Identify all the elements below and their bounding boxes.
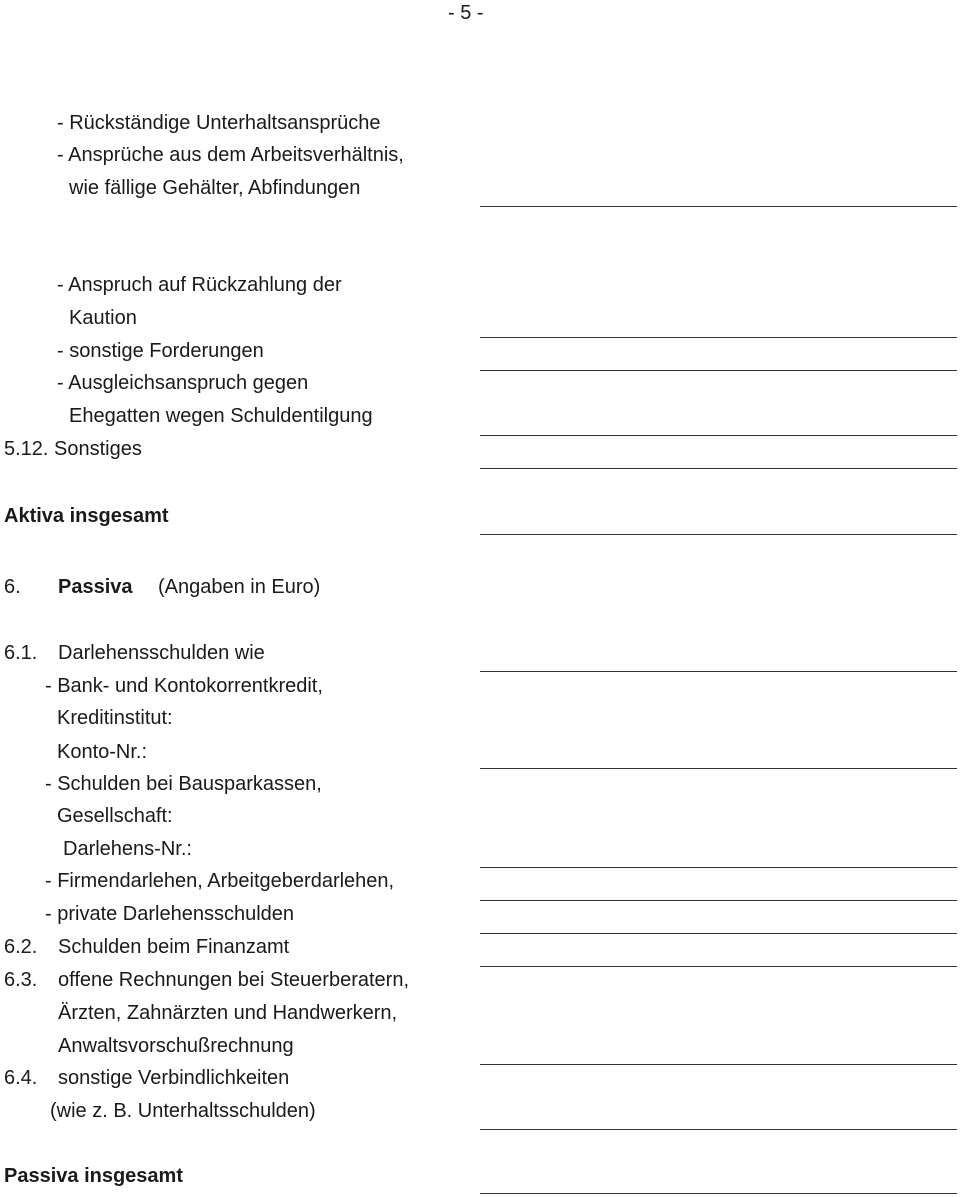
liability-item: Gesellschaft:	[57, 805, 173, 827]
asset-item: wie fällige Gehälter, Abfindungen	[69, 177, 361, 199]
liability-item: - private Darlehensschulden	[45, 903, 295, 925]
section-number: 6.	[4, 576, 21, 598]
section-note: (Angaben in Euro)	[158, 576, 321, 598]
liability-item: Darlehens-Nr.:	[63, 838, 192, 860]
answer-line[interactable]	[480, 1064, 957, 1065]
liability-item: Darlehensschulden wie	[58, 642, 265, 664]
liability-item: Kreditinstitut:	[57, 707, 173, 729]
item-number: 6.4.	[4, 1067, 38, 1089]
answer-line[interactable]	[480, 671, 957, 672]
asset-item: 5.12. Sonstiges	[4, 438, 142, 460]
item-number: 6.3.	[4, 969, 38, 991]
liability-item: Anwaltsvorschußrechnung	[58, 1035, 294, 1057]
asset-item: Ehegatten wegen Schuldentilgung	[69, 405, 373, 427]
asset-item: - Rückständige Unterhaltsansprüche	[57, 112, 381, 134]
item-number: 6.1.	[4, 642, 38, 664]
answer-line[interactable]	[480, 468, 957, 469]
answer-line[interactable]	[480, 1129, 957, 1130]
page-number: - 5 -	[448, 2, 484, 24]
answer-line[interactable]	[480, 337, 957, 338]
liability-item: Ärzten, Zahnärzten und Handwerkern,	[58, 1002, 398, 1024]
asset-item: - Anspruch auf Rückzahlung der	[57, 274, 342, 296]
answer-line[interactable]	[480, 966, 957, 967]
answer-line[interactable]	[480, 933, 957, 934]
answer-line[interactable]	[480, 206, 957, 207]
liability-item: (wie z. B. Unterhaltsschulden)	[50, 1100, 316, 1122]
answer-line[interactable]	[480, 1193, 957, 1194]
liability-item: sonstige Verbindlichkeiten	[58, 1067, 290, 1089]
section-title: Passiva	[58, 576, 133, 598]
liability-item: - Schulden bei Bausparkassen,	[45, 773, 322, 795]
liability-item: Schulden beim Finanzamt	[58, 936, 290, 958]
answer-line[interactable]	[480, 435, 957, 436]
asset-item: - sonstige Forderungen	[57, 340, 264, 362]
liabilities-total: Passiva insgesamt	[4, 1165, 183, 1187]
answer-line[interactable]	[480, 370, 957, 371]
asset-item: - Ausgleichsanspruch gegen	[57, 372, 309, 394]
answer-line[interactable]	[480, 768, 957, 769]
item-number: 6.2.	[4, 936, 38, 958]
assets-total: Aktiva insgesamt	[4, 505, 169, 527]
answer-line[interactable]	[480, 867, 957, 868]
liability-item: - Firmendarlehen, Arbeitgeberdarlehen,	[45, 870, 395, 892]
liability-item: offene Rechnungen bei Steuerberatern,	[58, 969, 410, 991]
asset-item: - Ansprüche aus dem Arbeitsverhältnis,	[57, 144, 404, 166]
liability-item: Konto-Nr.:	[57, 741, 148, 763]
asset-item: Kaution	[69, 307, 137, 329]
answer-line[interactable]	[480, 534, 957, 535]
answer-line[interactable]	[480, 900, 957, 901]
liability-item: - Bank- und Kontokorrentkredit,	[45, 675, 323, 697]
